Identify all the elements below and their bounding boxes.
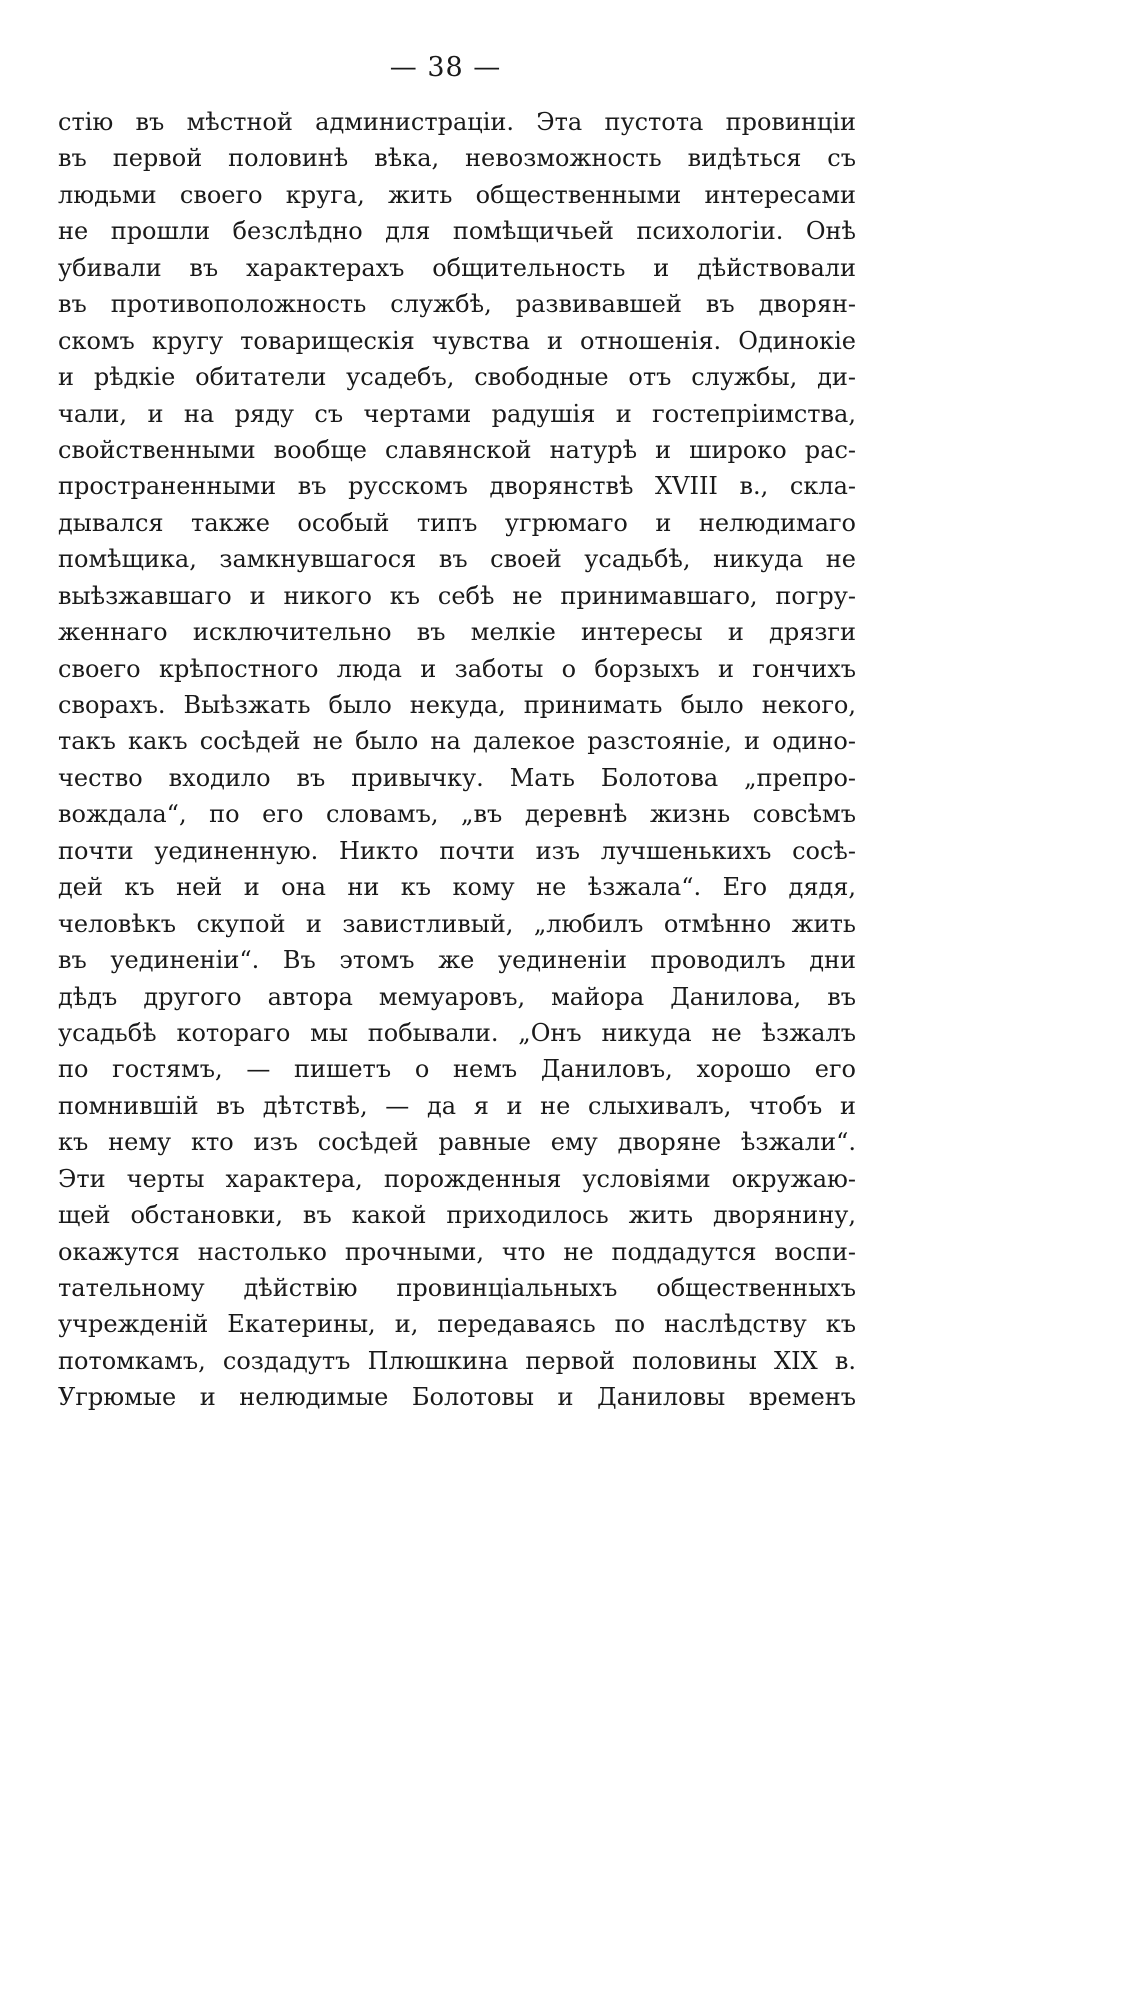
text-line: скомъ кругу товарищескія чувства и отношенія. Одинокіе xyxy=(58,326,856,355)
text-line: свойственными вообще славянской натурѣ и широко рас- xyxy=(58,435,856,464)
text-line: Угрюмые и нелюдимые Болотовы и Даниловы временъ xyxy=(58,1383,856,1412)
text-line: дѣдъ другого автора мемуаровъ, майора Данилова, въ xyxy=(58,982,856,1011)
text-line: стію въ мѣстной администраціи. Эта пустота провинціи xyxy=(58,108,856,136)
text-line: по гостямъ, — пишетъ о немъ Даниловъ, хорошо его xyxy=(58,1055,856,1084)
text-line: убивали въ характерахъ общительность и дѣйствовали xyxy=(58,253,856,282)
text-line: дывался также особый типъ угрюмаго и нелюдимаго xyxy=(58,508,856,537)
text-line: помѣщика, замкнувшагося въ своей усадьбѣ, никуда не xyxy=(58,545,856,574)
text-line: помнившій въ дѣтствѣ, — да я и не слыхивалъ, чтобъ и xyxy=(58,1091,856,1120)
text-line: къ нему кто изъ сосѣдей равные ему дворяне ѣзжали“. xyxy=(58,1128,856,1157)
text-line: въ противоположность службѣ, развивавшей въ дворян- xyxy=(58,290,856,319)
text-line: своего крѣпостного люда и заботы о борзыхъ и гончихъ xyxy=(58,654,856,683)
text-line: не прошли безслѣдно для помѣщичьей психологіи. Онѣ xyxy=(58,217,856,246)
text-line: щей обстановки, въ какой приходилось жить дворянину, xyxy=(58,1201,856,1230)
text-line: сворахъ. Выѣзжать было некуда, принимать было некого, xyxy=(58,691,856,719)
text-line: въ первой половинѣ вѣка, невозможность видѣться съ xyxy=(58,144,856,173)
text-line: чество входило въ привычку. Мать Болотова „препро- xyxy=(58,763,856,792)
text-line: потомкамъ, создадутъ Плюшкина первой половины XIX в. xyxy=(58,1346,856,1375)
text-line: чали, и на ряду съ чертами радушія и гостепріимства, xyxy=(58,399,856,428)
text-line: и рѣдкіе обитатели усадебъ, свободные отъ службы, ди- xyxy=(58,363,856,392)
text-line: дей къ ней и она ни къ кому не ѣзжала“. Его дядя, xyxy=(58,873,856,902)
text-line: почти уединенную. Никто почти изъ лучшенькихъ сосѣ- xyxy=(58,836,856,865)
text-line: выѣзжавшаго и никого къ себѣ не принимавшаго, погру- xyxy=(58,581,856,610)
page-number: — 38 — xyxy=(389,52,502,83)
text-line: усадьбѣ котораго мы побывали. „Онъ никуда не ѣзжалъ xyxy=(58,1018,856,1047)
text-line: тательному дѣйствію провинціальныхъ общественныхъ xyxy=(58,1274,856,1302)
text-line: окажутся настолько прочными, что не поддадутся воспи- xyxy=(58,1237,856,1266)
text-line: вождала“, по его словамъ, „въ деревнѣ жизнь совсѣмъ xyxy=(58,800,856,829)
text-line: учрежденій Екатерины, и, передаваясь по наслѣдству къ xyxy=(58,1310,856,1339)
text-line: въ уединеніи“. Въ этомъ же уединеніи проводилъ дни xyxy=(58,946,856,975)
text-line: пространенными въ русскомъ дворянствѣ XVIII в., скла- xyxy=(58,472,856,501)
text-line: Эти черты характера, порожденныя условіями окружаю- xyxy=(58,1164,856,1193)
body-text xyxy=(58,104,856,1416)
text-line: людьми своего круга, жить общественными интересами xyxy=(58,180,856,209)
text-line: женнаго исключительно въ мелкіе интересы и дрязги xyxy=(58,618,856,647)
text-line: такъ какъ сосѣдей не было на далекое разстояніе, и одино- xyxy=(58,727,856,756)
text-line: человѣкъ скупой и завистливый, „любилъ отмѣнно жить xyxy=(58,909,856,938)
